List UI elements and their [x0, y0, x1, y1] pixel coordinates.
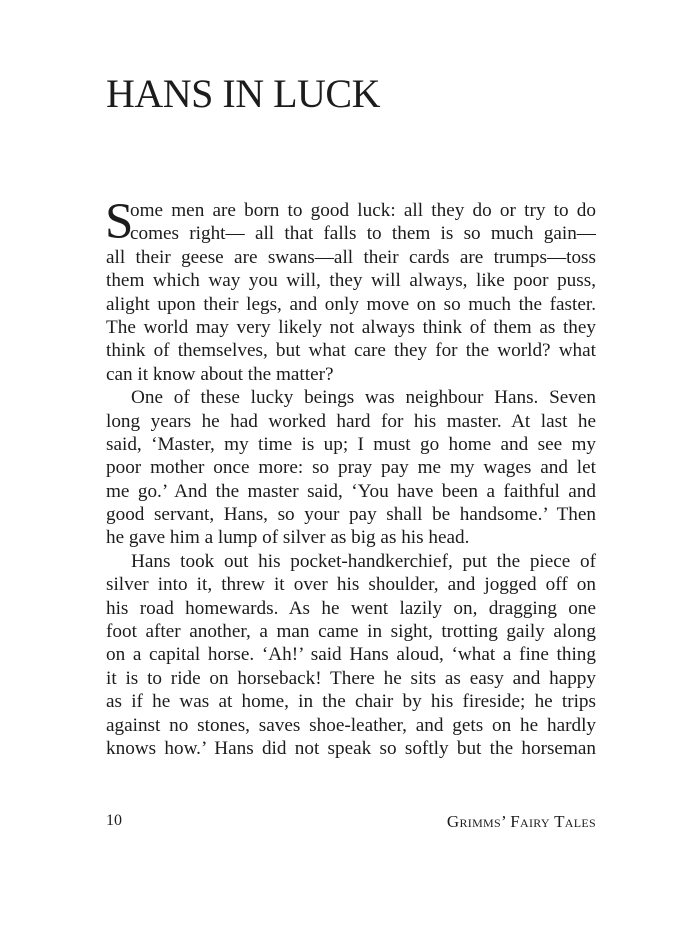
- text-line: comes right— all that falls to them is so much gain—: [130, 223, 596, 245]
- text-line: it is to ride on horseback! There he sits as easy and happy: [106, 667, 596, 689]
- page-number: 10: [106, 812, 122, 829]
- text-line: Hans took out his pocket-handkerchief, put the piece of: [131, 550, 596, 572]
- text-line: poor mother once more: so pray pay me my wages and let: [106, 457, 596, 479]
- text-line: them which way you will, they will always, like poor puss,: [106, 270, 596, 292]
- text-line: The world may very likely not always think of them as they: [106, 316, 596, 338]
- text-line: knows how.’ Hans did not speak so softly but the horseman: [106, 737, 596, 759]
- text-line: foot after another, a man came in sight, trotting gaily along: [106, 621, 596, 643]
- text-line: think of themselves, but what care they for the world? what: [106, 340, 596, 362]
- text-line: he gave him a lump of silver as big as his head.: [106, 527, 470, 549]
- text-line: all their geese are swans—all their cards are trumps—toss: [106, 246, 596, 268]
- text-line: said, ‘Master, my time is up; I must go home and see my: [106, 433, 596, 455]
- running-footer: Grimms’ Fairy Tales: [446, 812, 596, 831]
- text-line: his road homewards. As he went lazily on, dragging one: [106, 597, 596, 619]
- text-line: on a capital horse. ‘Ah!’ said Hans aloud, ‘what a fine thing: [106, 644, 596, 666]
- drop-cap: S: [105, 194, 134, 250]
- text-line: as if he was at home, in the chair by his fireside; he trips: [106, 691, 596, 713]
- text-line: good servant, Hans, so your pay shall be handsome.’ Then: [106, 504, 596, 526]
- text-line: can it know about the matter?: [106, 363, 334, 385]
- text-line: long years he had worked hard for his master. At last he: [106, 410, 596, 432]
- text-line: ome men are born to good luck: all they do or try to do: [130, 200, 596, 221]
- chapter-title: HANS IN LUCK: [106, 71, 380, 116]
- text-line: One of these lucky beings was neighbour Hans. Seven: [131, 387, 596, 409]
- body-text: [105, 194, 596, 760]
- text-line: against no stones, saves shoe-leather, and gets on he hardly: [106, 714, 596, 736]
- text-line: me go.’ And the master said, ‘You have been a faithful and: [106, 480, 596, 502]
- text-line: alight upon their legs, and only move on so much the faster.: [106, 293, 596, 315]
- text-line: silver into it, threw it over his shoulder, and jogged off on: [106, 574, 596, 596]
